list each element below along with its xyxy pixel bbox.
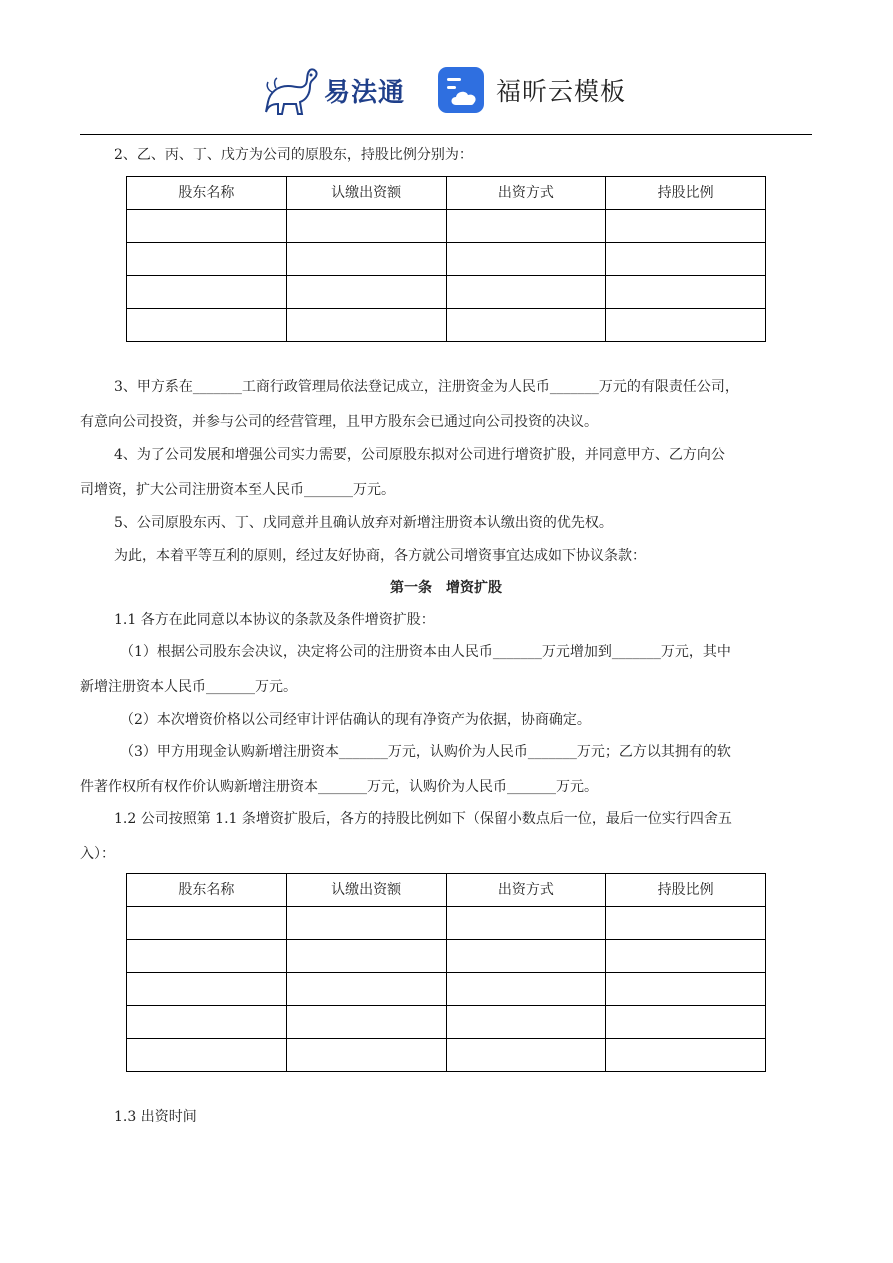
shareholder-table-original — [126, 176, 766, 342]
table-header-cell: 认缴出资额 — [286, 874, 446, 907]
table-cell — [446, 940, 606, 973]
table-header-cell: 股东名称 — [127, 177, 287, 210]
cloud-doc-icon — [436, 65, 486, 115]
table-header-cell: 持股比例 — [606, 874, 766, 907]
table-row — [127, 940, 766, 973]
paragraph-3-line-1: 3、甲方系在_______工商行政管理局依法登记成立，注册资金为人民币_______万元的有限责任公司， — [114, 379, 739, 395]
table-cell — [606, 210, 766, 243]
table-cell — [127, 940, 287, 973]
paragraph-4-line-2: 司增资，扩大公司注册资本至人民币_______万元。 — [80, 482, 395, 498]
section-1-1-item-1-line-2: 新增注册资本人民币_______万元。 — [80, 679, 297, 695]
table-cell — [286, 276, 446, 309]
qilin-icon — [262, 62, 320, 118]
table-cell — [127, 276, 287, 309]
table-header-cell: 股东名称 — [127, 874, 287, 907]
table-header-cell: 认缴出资额 — [286, 177, 446, 210]
fuxin-logo — [436, 64, 626, 116]
table-cell — [286, 907, 446, 940]
article-1-title: 第一条 增资扩股 — [390, 580, 502, 596]
table-row — [127, 907, 766, 940]
table-cell — [606, 243, 766, 276]
table-header-row — [127, 177, 766, 210]
section-1-1-item-3-line-1: （3）甲方用现金认购新增注册资本_______万元，认购价为人民币_______万元；乙方以其拥有的软 — [120, 744, 731, 760]
table-cell — [446, 309, 606, 342]
table-cell — [446, 973, 606, 1006]
table-cell — [286, 973, 446, 1006]
yifatong-logo — [262, 60, 405, 120]
table-header-cell: 出资方式 — [446, 874, 606, 907]
paragraph-4-line-1: 4、为了公司发展和增强公司实力需要，公司原股东拟对公司进行增资扩股，并同意甲方、乙方向公 — [114, 447, 725, 463]
table-cell — [127, 1039, 287, 1072]
fuxin-logo-text: 福昕云模板 — [496, 77, 627, 106]
table-row — [127, 973, 766, 1006]
page-header — [0, 58, 893, 128]
table-cell — [127, 243, 287, 276]
table-cell — [127, 1006, 287, 1039]
table-cell — [446, 210, 606, 243]
table-row — [127, 309, 766, 342]
table-cell — [127, 907, 287, 940]
table-cell — [446, 276, 606, 309]
section-1-2-line-2: 入）： — [80, 846, 115, 862]
paragraph-2: 2、乙、丙、丁、戊方为公司的原股东，持股比例分别为： — [114, 147, 473, 163]
section-1-1: 1.1 各方在此同意以本协议的条款及条件增资扩股： — [114, 612, 435, 628]
table-cell — [606, 276, 766, 309]
section-1-2-line-1: 1.2 公司按照第 1.1 条增资扩股后，各方的持股比例如下（保留小数点后一位，最后一位实行四舍五 — [114, 811, 732, 827]
table-cell — [286, 210, 446, 243]
table-cell — [286, 309, 446, 342]
table-cell — [127, 210, 287, 243]
table-cell — [606, 973, 766, 1006]
header-divider — [80, 134, 812, 135]
table-cell — [446, 1039, 606, 1072]
table-row — [127, 210, 766, 243]
table-cell — [606, 1039, 766, 1072]
table-row — [127, 243, 766, 276]
section-1-1-item-1-line-1: （1）根据公司股东会决议，决定将公司的注册资本由人民币_______万元增加到_______万元，其中 — [120, 644, 731, 660]
table-header-cell: 出资方式 — [446, 177, 606, 210]
table-row — [127, 1039, 766, 1072]
table-cell — [446, 907, 606, 940]
section-1-1-item-2: （2）本次增资价格以公司经审计评估确认的现有净资产为依据，协商确定。 — [120, 712, 591, 728]
table-cell — [286, 243, 446, 276]
paragraph-6: 为此，本着平等互利的原则，经过友好协商，各方就公司增资事宜达成如下协议条款： — [114, 548, 646, 564]
table-cell — [606, 907, 766, 940]
table-cell — [606, 1006, 766, 1039]
section-1-3: 1.3 出资时间 — [114, 1109, 197, 1125]
shareholder-table-after-increase — [126, 873, 766, 1072]
table-row — [127, 276, 766, 309]
table-cell — [127, 309, 287, 342]
table-cell — [606, 309, 766, 342]
table-cell — [127, 973, 287, 1006]
table-header-row — [127, 874, 766, 907]
table-header-cell: 持股比例 — [606, 177, 766, 210]
table-cell — [446, 243, 606, 276]
table-row — [127, 1006, 766, 1039]
section-1-1-item-3-line-2: 件著作权所有权作价认购新增注册资本_______万元，认购价为人民币_______万元。 — [80, 779, 598, 795]
table-cell — [286, 1039, 446, 1072]
paragraph-5: 5、公司原股东丙、丁、戊同意并且确认放弃对新增注册资本认缴出资的优先权。 — [114, 515, 613, 531]
yifatong-logo-text: 易法通 — [324, 77, 406, 108]
table-cell — [286, 940, 446, 973]
table-cell — [286, 1006, 446, 1039]
table-cell — [606, 940, 766, 973]
table-cell — [446, 1006, 606, 1039]
paragraph-3-line-2: 有意向公司投资，并参与公司的经营管理，且甲方股东会已通过向公司投资的决议。 — [80, 414, 598, 430]
